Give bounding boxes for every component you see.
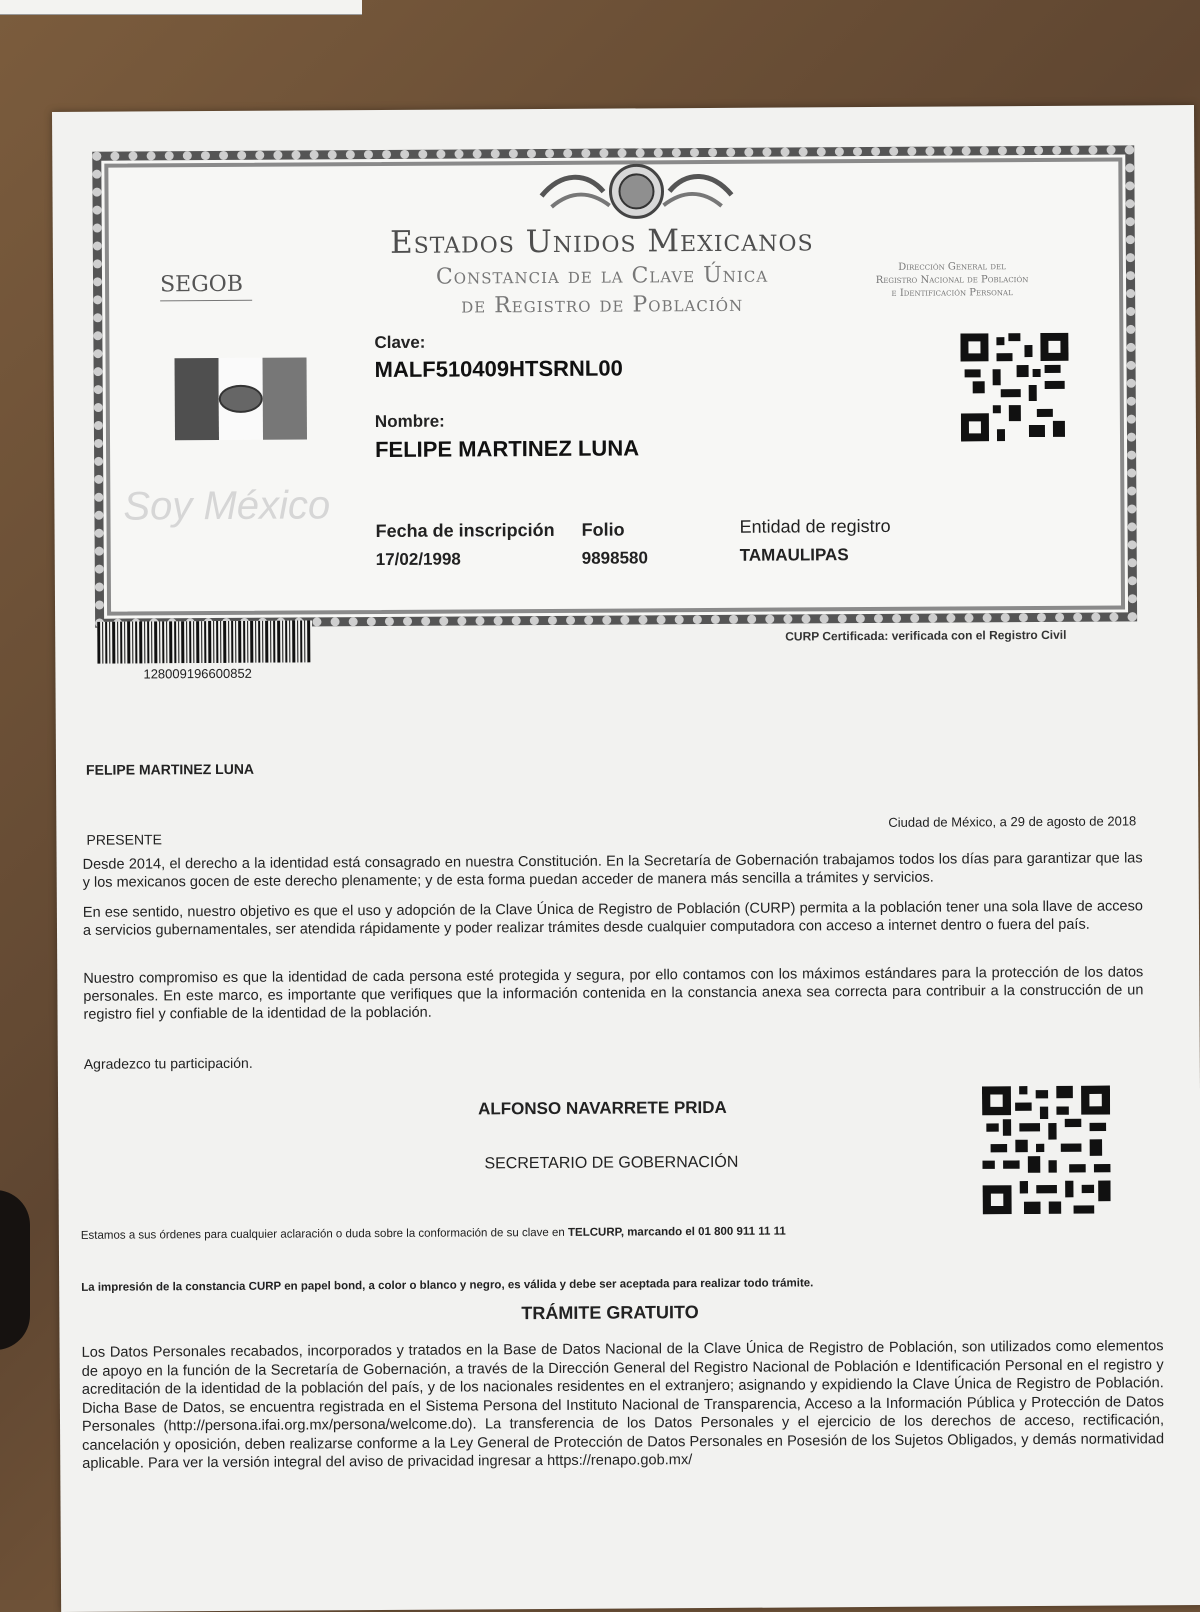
- national-seal-icon: [531, 161, 741, 220]
- document-title-line2: de Registro de Población: [461, 291, 744, 319]
- signer-title: SECRETARIO DE GOBERNACIÓN: [484, 1153, 739, 1173]
- fecha-value: 17/02/1998: [375, 549, 461, 570]
- segob-logo-underline: [160, 300, 252, 302]
- signer-name: ALFONSO NAVARRETE PRIDA: [478, 1097, 727, 1119]
- qr-code-icon: [982, 1086, 1111, 1215]
- segob-logo: SEGOB: [159, 271, 244, 298]
- certificate-frame: [92, 145, 1137, 627]
- validity-text: La impresión de la constancia CURP en papel bond, a color o blanco y negro, es válida y debe ser aceptada para realizar todo trámite.: [81, 1277, 814, 1294]
- directorate-line1: Dirección General del: [898, 261, 1006, 273]
- nombre-value: FELIPE MARTINEZ LUNA: [374, 435, 640, 463]
- contact-description: Estamos a sus órdenes para cualquier aclaración o duda sobre la conformación de su clave en: [80, 1226, 565, 1242]
- mexican-flag-icon: [175, 357, 307, 440]
- clave-value: MALF510409HTSRNL00: [374, 355, 623, 383]
- entidad-value: TAMAULIPAS: [739, 545, 849, 565]
- fecha-label: Fecha de inscripción: [375, 519, 555, 542]
- letter-paragraph-1: Desde 2014, el derecho a la identidad está consagrado en nuestra Constitución. En la Secretaría de Gobernación trabajamos todos los días para garantizar que las y los mexicanos gocen de este derecho plenamente; y de esta forma puedan acceder de manera más sencilla a trámites y servicios.: [82, 850, 1143, 891]
- thanks-text: Agradezco tu participación.: [83, 1054, 253, 1072]
- presente-text: PRESENTE: [86, 831, 162, 848]
- directorate-text: [842, 260, 1062, 300]
- letter-paragraph-2: En ese sentido, nuestro objetivo es que el uso y adopción de la Clave Única de Registro de Población (CURP) permita a la población tener una sola llave de acceso a servicios gubernamentales, ser atendida rápidamente y poder realizar trámites desde cualquier computadora con acceso a internet dentro o fuera del país.: [82, 898, 1143, 939]
- curp-document: [52, 105, 1200, 1612]
- contact-text: [81, 1226, 786, 1242]
- document-title-line1: Constancia de la Clave Única: [435, 262, 769, 290]
- dark-object: [0, 1190, 30, 1350]
- corner-paper: [0, 0, 362, 15]
- folio-label: Folio: [581, 519, 625, 540]
- contact-phone: TELCURP, marcando el 01 800 911 11 11: [567, 1225, 786, 1239]
- clave-label: Clave:: [374, 332, 426, 353]
- privacy-notice: Los Datos Personales recabados, incorporados y tratados en la Base de Datos Nacional de la Clave Única de Registro de Población, son utilizados como elementos de apoyo en la función de la Secretaría de Gobernación, a través de la Dirección General del Registro Nacional de Población e Identificación Personal en el registro y acreditación de la identidad de la población del país, y de los nacionales residentes en el extranjero; asignando y expidiendo la Clave Única de Registro de Población. Dicha Base de Datos, se encuentra registrada en el Sistema Persona del Instituto Nacional de Transparencia, Acceso a la Información Pública y Protección de Datos Personales (http://persona.ifai.org.mx/persona/welcome.do). La transferencia de los Datos Personales y el ejercicio de los derechos de acceso, rectificación, cancelación y oposición, deben realizarse conforme a la Ley General de Protección de Datos Personales en Posesión de los Sujetos Obligados, y demás normatividad aplicable. Para ver la versión integral del aviso de privacidad ingresar a https://renapo.gob.mx/: [81, 1338, 1165, 1472]
- barcode-icon: [97, 620, 312, 663]
- certified-text: CURP Certificada: verificada con el Registro Civil: [785, 627, 1067, 644]
- recipient-name: FELIPE MARTINEZ LUNA: [85, 760, 255, 778]
- directorate-line2: Registro Nacional de Población: [875, 274, 1029, 286]
- free-procedure-label: TRÁMITE GRATUITO: [521, 1302, 699, 1324]
- qr-code-icon: [960, 333, 1069, 442]
- entidad-label: Entidad de registro: [739, 515, 891, 537]
- directorate-line3: e Identificación Personal: [891, 287, 1013, 299]
- nombre-label: Nombre:: [374, 411, 445, 432]
- place-date: Ciudad de México, a 29 de agosto de 2018: [888, 813, 1137, 830]
- folio-value: 9898580: [581, 548, 648, 568]
- soy-mexico-slogan: Soy México: [123, 483, 331, 529]
- barcode-number: 128009196600852: [143, 665, 252, 682]
- document-title: [352, 260, 852, 321]
- country-title: Estados Unidos Mexicanos: [389, 222, 814, 261]
- letter-paragraph-3: Nuestro compromiso es que la identidad de cada persona esté protegida y segura, por ello contamos con los máximos estándares para la protección de los datos personales. En este marco, es importante que verifiques que la información contenida en la constancia anexa sea correcta para contribuir a la construcción de un registro fiel y confiable de la identidad de la población.: [83, 964, 1144, 1023]
